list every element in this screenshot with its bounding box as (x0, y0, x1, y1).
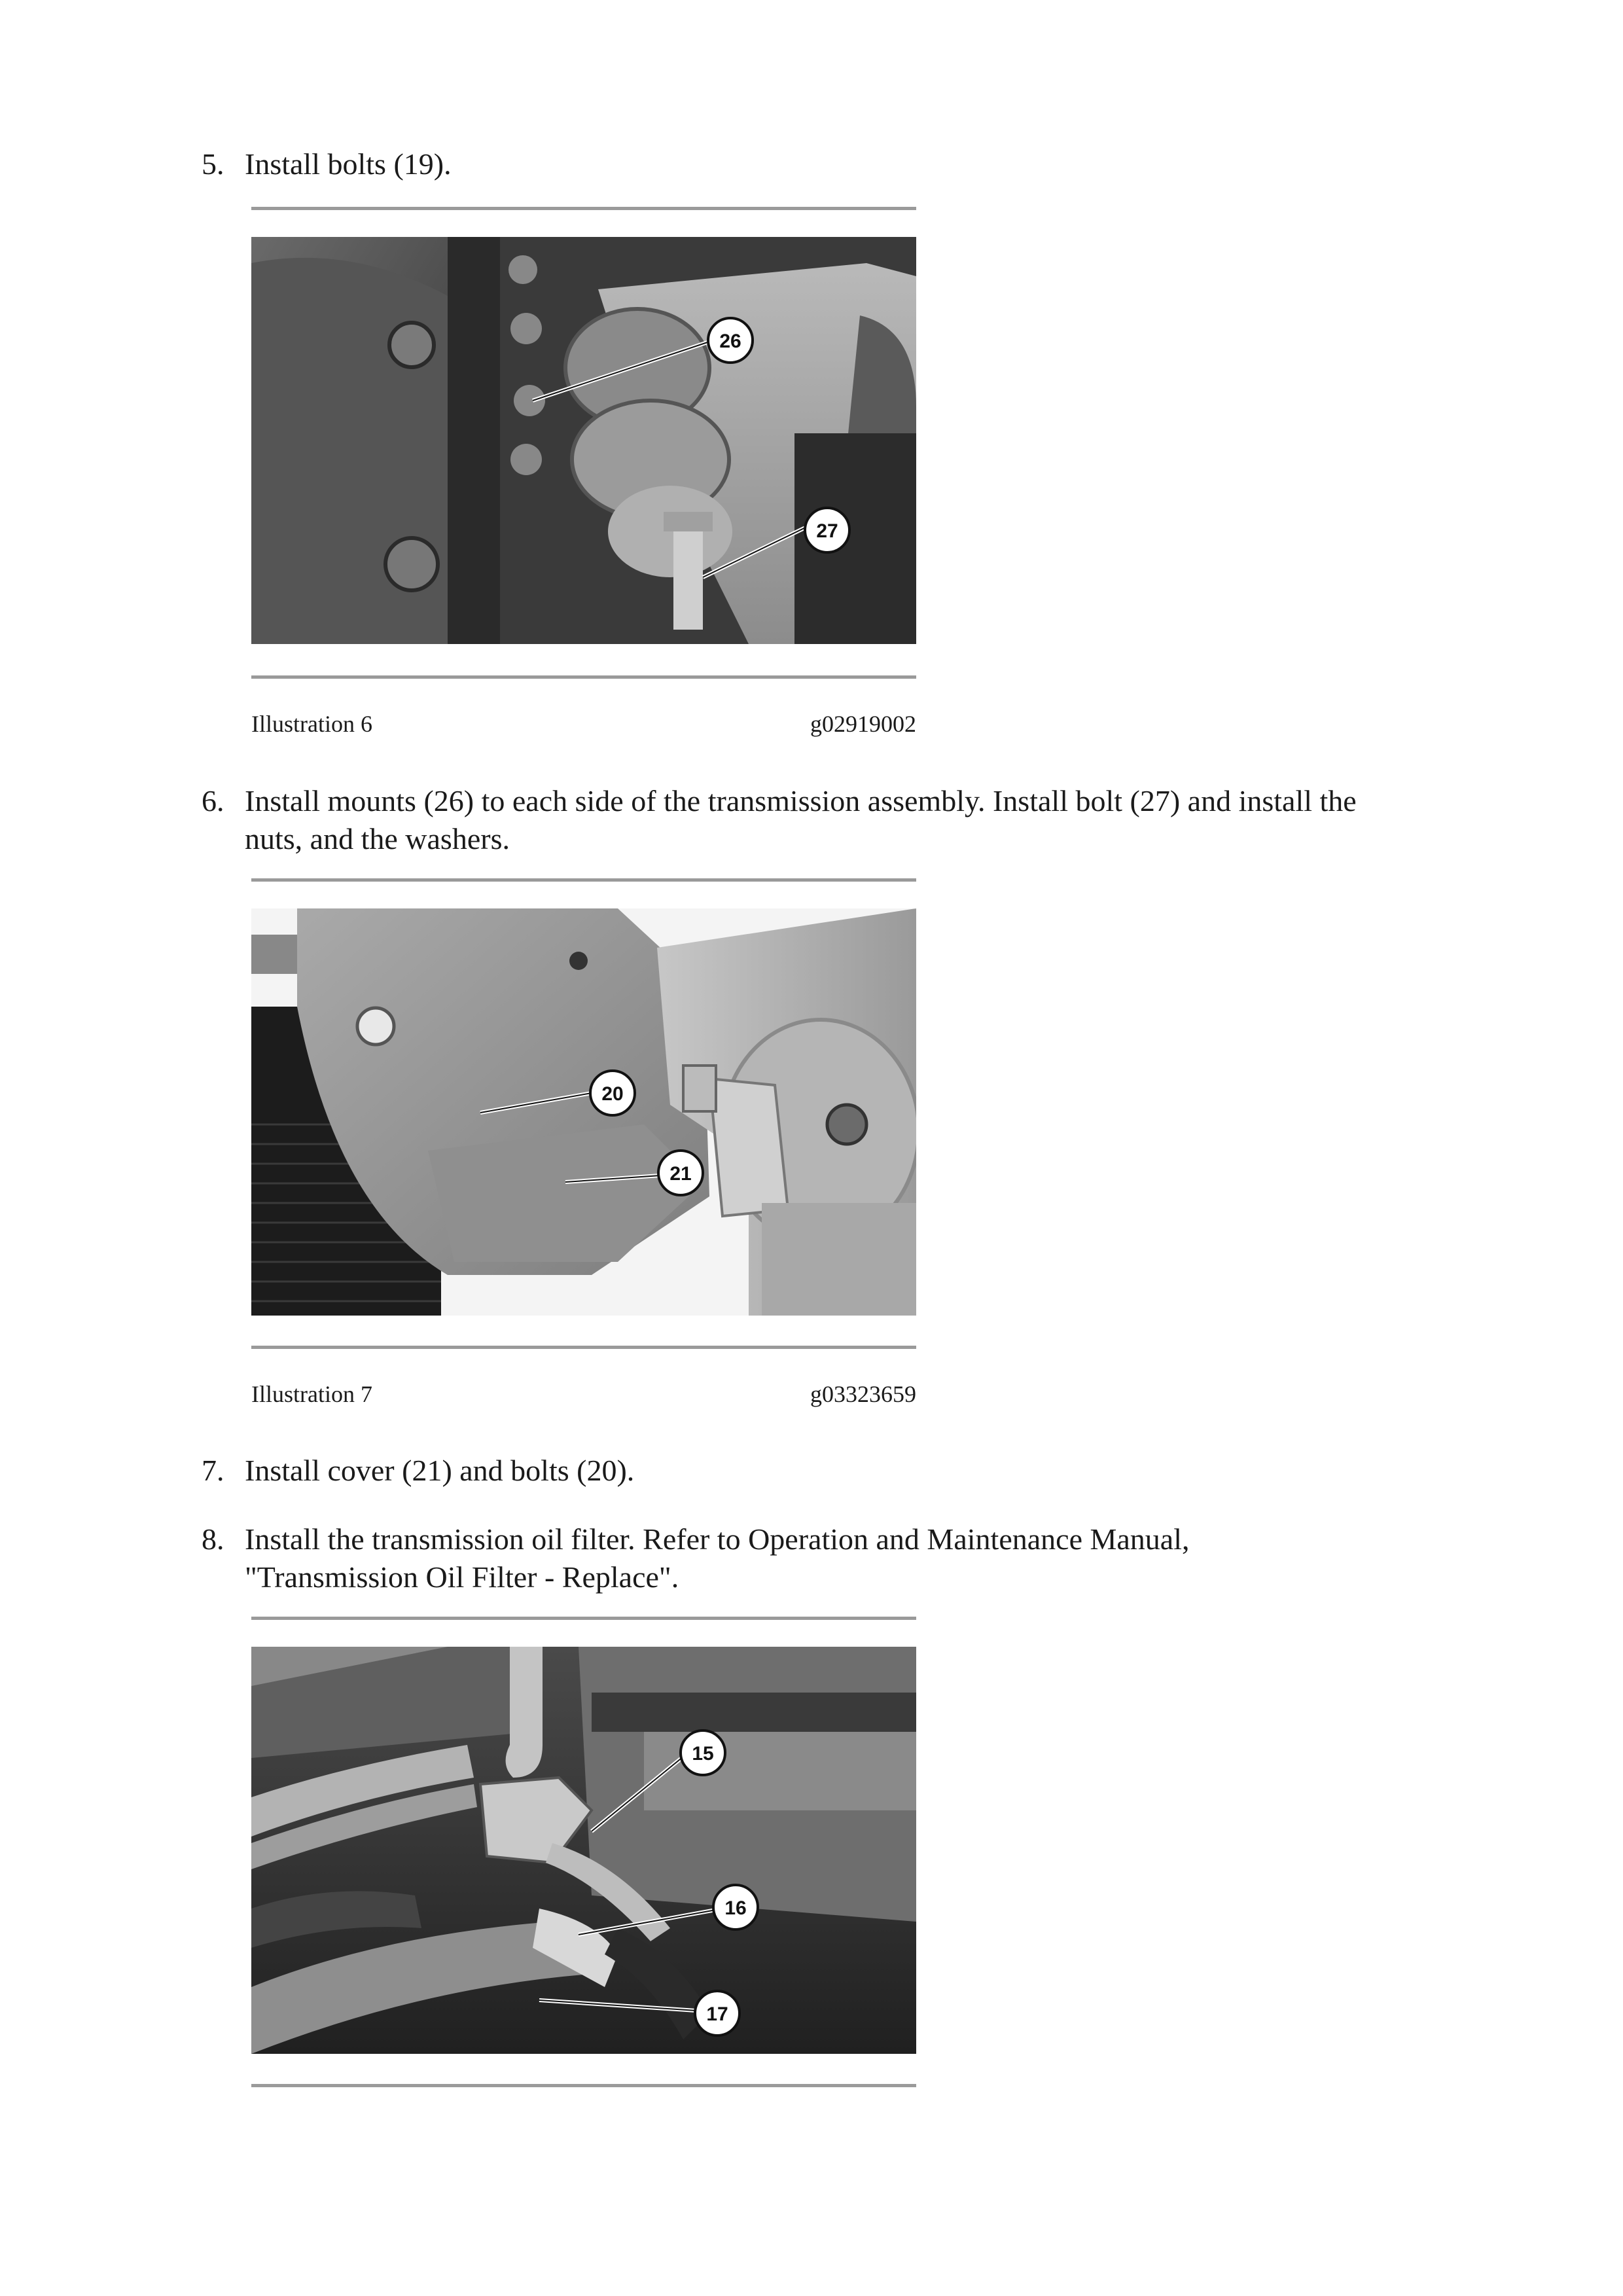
step-number: 6. (202, 784, 224, 817)
illustration-8-photo (251, 1647, 916, 2054)
step-number: 8. (202, 1522, 224, 1556)
step-text: Install the transmission oil filter. Refer to Operation and Maintenance Manual, (245, 1522, 1190, 1556)
svg-text:16: 16 (724, 1897, 747, 1919)
illustration-top-rule (251, 878, 916, 882)
step-text: Install bolts (19). (245, 147, 452, 181)
step-text: nuts, and the washers. (245, 822, 510, 855)
illustration-bottom-rule (251, 675, 916, 679)
illustration-bottom-rule (251, 1346, 916, 1349)
step-text: Install cover (21) and bolts (20). (245, 1454, 635, 1487)
callout-21 (658, 1151, 703, 1195)
svg-text:26: 26 (719, 331, 741, 352)
svg-text:20: 20 (601, 1083, 624, 1105)
illustration-label: Illustration 6 (251, 711, 372, 737)
svg-text:17: 17 (706, 2003, 728, 2025)
illustration-bottom-rule (251, 2084, 916, 2087)
illustration-code: g03323659 (810, 1381, 916, 1407)
illustration-top-rule (251, 1617, 916, 1620)
illustration-code: g02919002 (810, 711, 916, 737)
illustration-7-photo (251, 908, 916, 1316)
callout-27 (805, 508, 849, 552)
svg-text:21: 21 (669, 1163, 692, 1185)
callout-26 (708, 318, 753, 363)
step-text: Install mounts (26) to each side of the transmission assembly. Install bolt (27) and install the (245, 784, 1357, 817)
step-number: 7. (202, 1454, 224, 1487)
callout-16 (713, 1885, 758, 1929)
callout-17 (695, 1991, 740, 2036)
step-text: "Transmission Oil Filter - Replace". (245, 1560, 679, 1594)
callout-20 (590, 1071, 635, 1115)
step-number: 5. (202, 147, 224, 181)
illustration-label: Illustration 7 (251, 1381, 372, 1407)
callout-15 (681, 1731, 725, 1775)
svg-text:15: 15 (692, 1743, 714, 1765)
illustration-top-rule (251, 207, 916, 210)
svg-text:27: 27 (816, 520, 838, 542)
illustration-6-photo (251, 237, 916, 644)
